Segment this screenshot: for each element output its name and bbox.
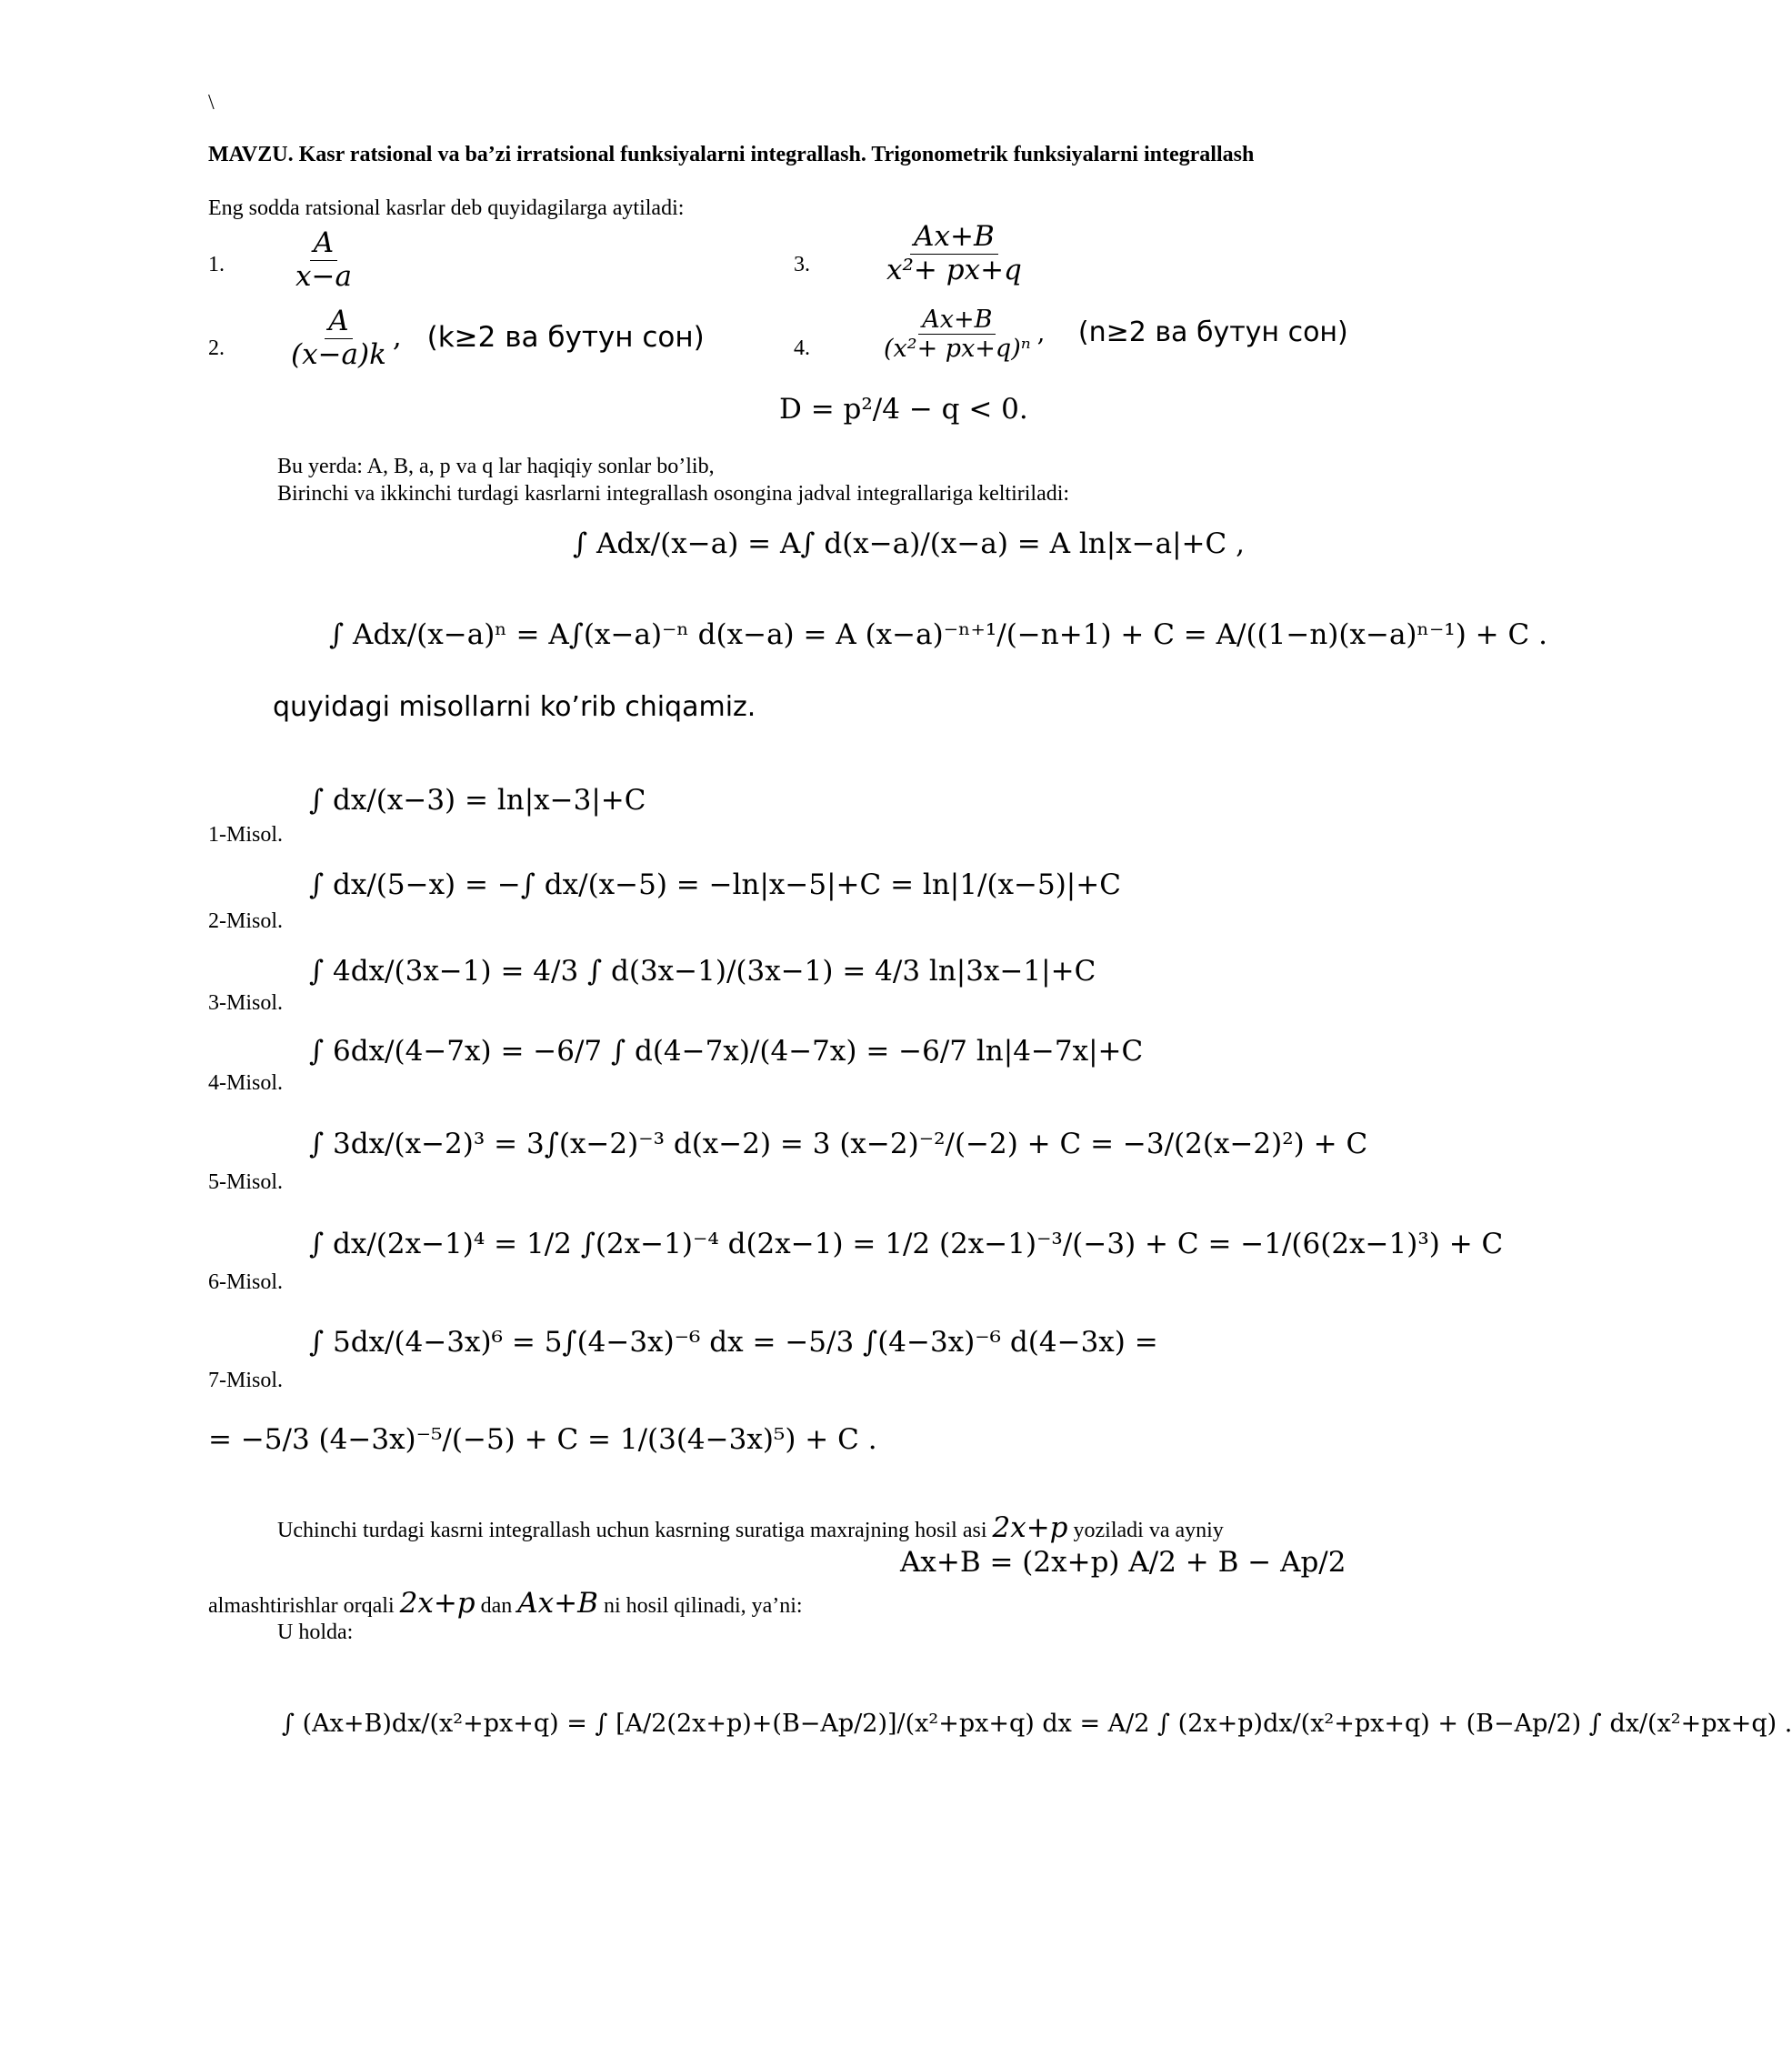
fraction-type-2: $\frac{A}{(x-a)k}$ , (k≥2 ва бутун сон)	[291, 305, 705, 371]
example-4-formula: ∫ 6dx/(4−7x) = −6/7 ∫ d(4−7x)/(4−7x) = −6/7 ln|4−7x|+C	[309, 1035, 1144, 1068]
fraction-type-3: $\frac{Ax+B}{\text{x²+ px+q}}$	[886, 220, 1022, 286]
stray-backslash: \	[208, 91, 215, 115]
example-1-formula: ∫ dx/(x−3) = ln|x−3|+C	[309, 784, 646, 817]
example-2-label: 2-Misol.	[208, 909, 284, 933]
formula-type-2-integral: ∫ Adx/(x−a)ⁿ = A∫(x−a)⁻ⁿ d(x−a) = A (x−a)⁻ⁿ⁺¹/(−n+1) + C = A/((1−n)(x−a)ⁿ⁻¹) + C .	[329, 618, 1547, 651]
example-6-formula: ∫ dx/(2x−1)⁴ = 1/2 ∫(2x−1)⁻⁴ d(2x−1) = 1/2 (2x−1)⁻³/(−3) + C = −1/(6(2x−1)³) + C	[309, 1228, 1504, 1260]
condition-k: (k≥2 ва бутун сон)	[426, 320, 705, 354]
fraction-type-4: $\frac{Ax+B}{\text{(x²+ px+q)ⁿ}}$ , (n≥2 ва бутун сон)	[884, 306, 1348, 364]
example-1-label: 1-Misol.	[208, 823, 284, 847]
list-number-1: 1.	[208, 253, 225, 276]
example-7-label: 7-Misol.	[208, 1369, 284, 1392]
u-holda-text: U holda:	[277, 1621, 354, 1644]
final-integral-formula: ∫ (Ax+B)dx/(x²+px+q) = ∫ [A/2(2x+p)+(B−Ap/2)]/(x²+px+q) dx = A/2 ∫ (2x+p)dx/(x²+px+q) + (B−Ap/2) ∫ dx/(x²+px+q) .	[282, 1710, 1792, 1738]
list-number-4: 4.	[794, 336, 810, 360]
intro-text: Eng sodda ratsional kasrlar deb quyidagilarga aytiladi:	[208, 196, 685, 220]
page-title: MAVZU. Kasr ratsional va ba’zi irratsional funksiyalarni integrallash. Trigonometrik funksiyalarni integrallash	[208, 143, 1255, 166]
example-6-label: 6-Misol.	[208, 1270, 284, 1294]
example-5-label: 5-Misol.	[208, 1170, 284, 1194]
example-7-continuation: = −5/3 (4−3x)⁻⁵/(−5) + C = 1/(3(4−3x)⁵) + C .	[208, 1423, 877, 1456]
condition-n: (n≥2 ва бутун сон)	[1077, 316, 1348, 349]
list-number-2: 2.	[208, 336, 225, 360]
substitution-text: almashtirishlar orqali 2x+p dan Ax+B ni hosil qilinadi, ya’ni:	[208, 1587, 803, 1620]
example-4-label: 4-Misol.	[208, 1071, 284, 1095]
formula-type-1-integral: ∫ Adx/(x−a) = A∫ d(x−a)/(x−a) = A ln|x−a|+C ,	[573, 527, 1245, 560]
example-5-formula: ∫ 3dx/(x−2)³ = 3∫(x−2)⁻³ d(x−2) = 3 (x−2)⁻²/(−2) + C = −3/(2(x−2)²) + C	[309, 1128, 1368, 1160]
example-3-label: 3-Misol.	[208, 991, 284, 1015]
example-7-formula: ∫ 5dx/(4−3x)⁶ = 5∫(4−3x)⁻⁶ dx = −5/3 ∫(4−3x)⁻⁶ d(4−3x) =	[309, 1326, 1158, 1359]
identity-formula: Ax+B = (2x+p) A/2 + B − Ap/2	[900, 1546, 1347, 1579]
example-2-formula: ∫ dx/(5−x) = −∫ dx/(x−5) = −ln|x−5|+C = ln|1/(x−5)|+C	[309, 868, 1121, 901]
expr-2x-plus-p: 2x+p	[992, 1511, 1068, 1544]
fraction-type-1: $\frac{A}{x-a}$	[295, 226, 352, 293]
list-number-3: 3.	[794, 253, 810, 276]
discriminant-formula: D = p²/4 − q < 0.	[779, 393, 1028, 426]
third-type-text: Uchinchi turdagi kasrni integrallash uchun kasrning suratiga maxrajning hosil asi 2x+p yoziladi va ayniy	[277, 1511, 1224, 1544]
first-second-type-text: Birinchi va ikkinchi turdagi kasrlarni integrallash osongina jadval integrallariga keltiriladi:	[277, 482, 1070, 506]
examples-heading: quyidagi misollarni ko’rib chiqamiz.	[273, 691, 756, 723]
where-text: Bu yerda: A, B, a, p va q lar haqiqiy sonlar bo’lib,	[277, 455, 715, 478]
example-3-formula: ∫ 4dx/(3x−1) = 4/3 ∫ d(3x−1)/(3x−1) = 4/3 ln|3x−1|+C	[309, 955, 1096, 988]
